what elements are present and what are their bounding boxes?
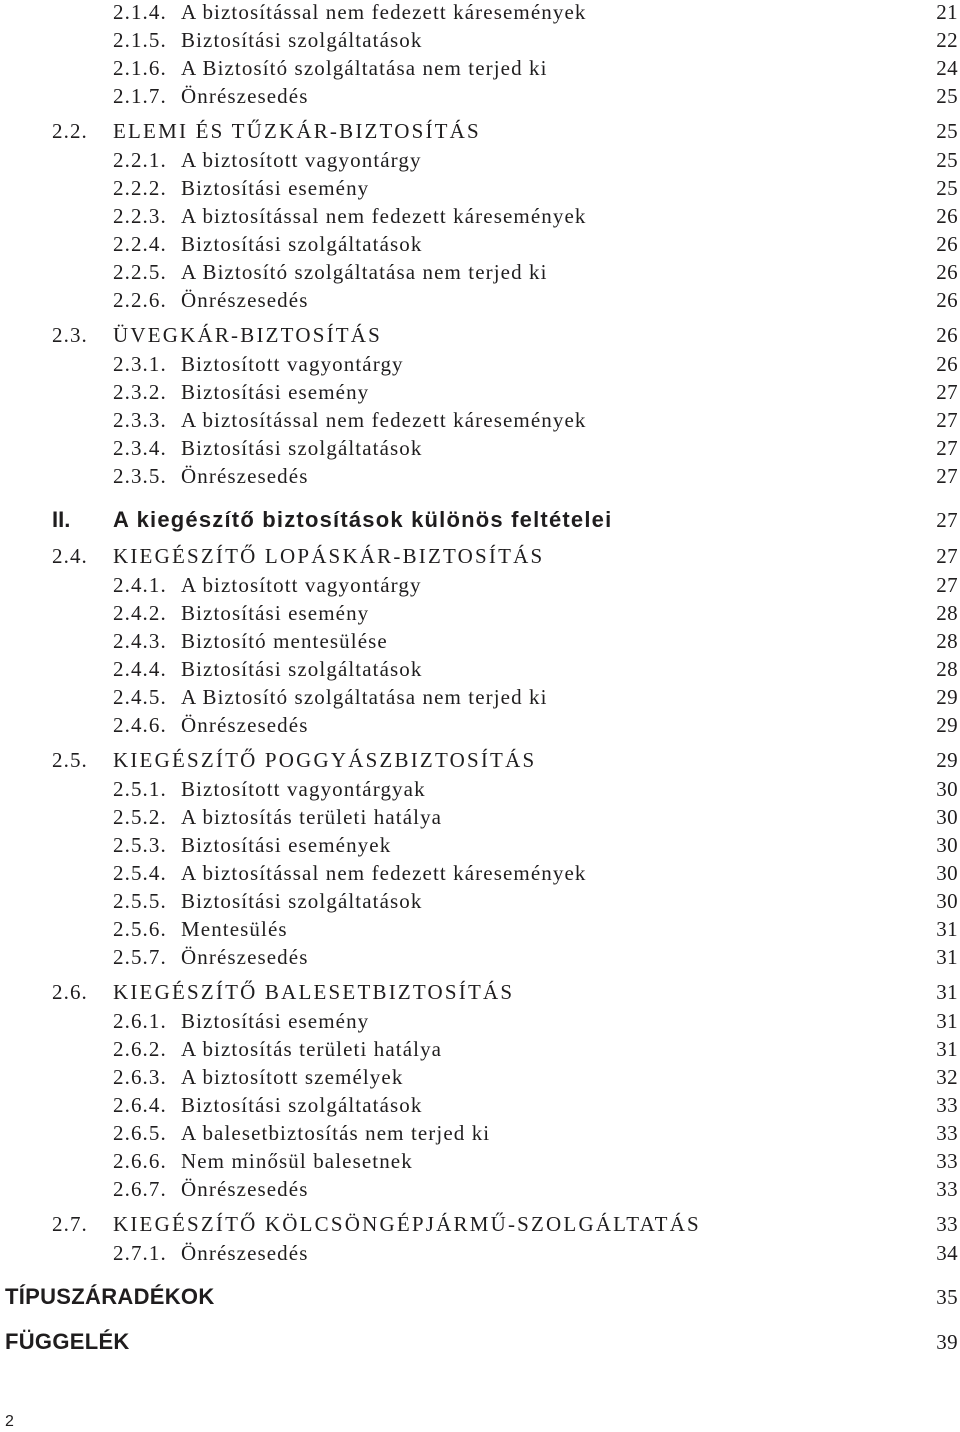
entry-page-number: 28	[936, 629, 958, 653]
entry-title: A biztosítással nem fedezett káresemények	[181, 0, 587, 24]
entry-page-number: 33	[936, 1212, 958, 1236]
toc-subsection	[0, 146, 960, 174]
entry-number: 2.1.4.	[113, 0, 167, 24]
entry-page-number: 31	[936, 917, 958, 941]
entry-number: 2.5.2.	[113, 805, 167, 829]
entry-title: Mentesülés	[181, 917, 288, 941]
entry-page-number: 21	[936, 0, 958, 24]
entry-title: Biztosítási szolgáltatások	[181, 436, 423, 460]
entry-page-number: 28	[936, 657, 958, 681]
toc-subsection	[0, 434, 960, 462]
entry-page-number: 31	[936, 1009, 958, 1033]
toc-section-heading	[0, 542, 960, 571]
toc-subsection	[0, 943, 960, 971]
toc-subsection	[0, 775, 960, 803]
toc-subsection	[0, 711, 960, 739]
entry-number: 2.2.5.	[113, 260, 167, 284]
toc-subsection	[0, 0, 960, 26]
entry-title: A biztosítással nem fedezett káresemények	[181, 861, 587, 885]
toc-subsection	[0, 286, 960, 314]
entry-number: 2.6.6.	[113, 1149, 167, 1173]
toc-subsection	[0, 1147, 960, 1175]
entry-title: KIEGÉSZÍTŐ KÖLCSÖNGÉPJÁRMŰ-SZOLGÁLTATÁS	[113, 1212, 701, 1236]
entry-number: 2.4.5.	[113, 685, 167, 709]
entry-page-number: 30	[936, 805, 958, 829]
toc-part-heading	[0, 505, 960, 535]
entry-title: ÜVEGKÁR-BIZTOSÍTÁS	[113, 323, 383, 347]
entry-page-number: 25	[936, 84, 958, 108]
entry-title: FÜGGELÉK	[5, 1329, 130, 1354]
entry-page-number: 25	[936, 148, 958, 172]
entry-page-number: 27	[936, 508, 958, 532]
entry-number: 2.7.1.	[113, 1241, 167, 1265]
toc-subsection	[0, 1063, 960, 1091]
toc-subsection	[0, 887, 960, 915]
entry-title: TÍPUSZÁRADÉKOK	[5, 1284, 215, 1309]
toc-subsection	[0, 831, 960, 859]
entry-page-number: 30	[936, 861, 958, 885]
toc-subsection	[0, 859, 960, 887]
entry-title: Biztosítási szolgáltatások	[181, 28, 423, 52]
toc-subsection	[0, 258, 960, 286]
toc-subsection	[0, 1175, 960, 1203]
entry-title: Biztosított vagyontárgy	[181, 352, 404, 376]
entry-title: Önrészesedés	[181, 945, 309, 969]
entry-title: Biztosító mentesülése	[181, 629, 388, 653]
entry-title: A Biztosító szolgáltatása nem terjed ki	[181, 56, 548, 80]
toc-subsection	[0, 26, 960, 54]
toc-subsection	[0, 627, 960, 655]
entry-number: 2.7.	[52, 1212, 88, 1236]
entry-number: 2.3.3.	[113, 408, 167, 432]
entry-title: Biztosítási esemény	[181, 1009, 370, 1033]
entry-page-number: 26	[936, 232, 958, 256]
entry-number: 2.5.	[52, 748, 88, 772]
entry-title: Biztosítási szolgáltatások	[181, 889, 423, 913]
page-number: 2	[5, 1413, 14, 1430]
entry-number: 2.3.4.	[113, 436, 167, 460]
entry-page-number: 27	[936, 573, 958, 597]
entry-number: 2.6.1.	[113, 1009, 167, 1033]
entry-number: 2.3.1.	[113, 352, 167, 376]
toc-subsection	[0, 202, 960, 230]
toc-subsection	[0, 350, 960, 378]
entry-number: 2.6.4.	[113, 1093, 167, 1117]
entry-page-number: 26	[936, 352, 958, 376]
toc-chapter-heading	[0, 1327, 960, 1357]
entry-number: 2.6.3.	[113, 1065, 167, 1089]
toc-subsection	[0, 1119, 960, 1147]
entry-number: 2.6.	[52, 980, 88, 1004]
entry-number: 2.1.6.	[113, 56, 167, 80]
entry-page-number: 28	[936, 601, 958, 625]
entry-title: Nem minősül balesetnek	[181, 1149, 413, 1173]
entry-page-number: 26	[936, 323, 958, 347]
entry-page-number: 31	[936, 980, 958, 1004]
entry-title: Biztosítási események	[181, 833, 392, 857]
entry-title: A biztosítással nem fedezett káresemények	[181, 408, 587, 432]
entry-page-number: 30	[936, 833, 958, 857]
entry-page-number: 27	[936, 380, 958, 404]
entry-title: Biztosítási szolgáltatások	[181, 1093, 423, 1117]
entry-number: 2.4.6.	[113, 713, 167, 737]
entry-title: A biztosítással nem fedezett káresemények	[181, 204, 587, 228]
toc-subsection	[0, 1035, 960, 1063]
entry-title: Biztosítási esemény	[181, 176, 370, 200]
entry-title: Biztosítási esemény	[181, 380, 370, 404]
entry-number: 2.4.1.	[113, 573, 167, 597]
toc-subsection	[0, 82, 960, 110]
toc-subsection	[0, 803, 960, 831]
entry-number: 2.2.2.	[113, 176, 167, 200]
entry-title: Önrészesedés	[181, 1177, 309, 1201]
entry-number: 2.5.7.	[113, 945, 167, 969]
entry-page-number: 27	[936, 544, 958, 568]
entry-number: 2.6.2.	[113, 1037, 167, 1061]
entry-page-number: 30	[936, 777, 958, 801]
toc-subsection	[0, 230, 960, 258]
entry-title: A Biztosító szolgáltatása nem terjed ki	[181, 685, 548, 709]
entry-page-number: 27	[936, 408, 958, 432]
entry-number: 2.6.7.	[113, 1177, 167, 1201]
toc-chapter-heading	[0, 1282, 960, 1312]
entry-page-number: 29	[936, 713, 958, 737]
entry-page-number: 26	[936, 204, 958, 228]
entry-page-number: 35	[936, 1285, 958, 1309]
entry-page-number: 32	[936, 1065, 958, 1089]
toc-subsection	[0, 1007, 960, 1035]
entry-title: Önrészesedés	[181, 288, 309, 312]
toc-subsection	[0, 406, 960, 434]
entry-title: Önrészesedés	[181, 1241, 309, 1265]
entry-title: A biztosítás területi hatálya	[181, 805, 443, 829]
entry-title: A biztosított vagyontárgy	[181, 148, 422, 172]
entry-page-number: 33	[936, 1149, 958, 1173]
entry-title: Biztosítási esemény	[181, 601, 370, 625]
toc-subsection	[0, 655, 960, 683]
entry-page-number: 24	[936, 56, 958, 80]
entry-title: Önrészesedés	[181, 84, 309, 108]
toc-subsection	[0, 174, 960, 202]
entry-number: 2.4.4.	[113, 657, 167, 681]
entry-page-number: 22	[936, 28, 958, 52]
entry-title: ELEMI ÉS TŰZKÁR-BIZTOSÍTÁS	[113, 119, 481, 143]
entry-page-number: 29	[936, 685, 958, 709]
entry-number: 2.1.7.	[113, 84, 167, 108]
entry-title: Biztosítási szolgáltatások	[181, 657, 423, 681]
entry-page-number: 25	[936, 176, 958, 200]
toc-subsection	[0, 1091, 960, 1119]
entry-number: 2.5.5.	[113, 889, 167, 913]
entry-number: 2.3.5.	[113, 464, 167, 488]
entry-page-number: 34	[936, 1241, 958, 1265]
entry-number: 2.3.2.	[113, 380, 167, 404]
entry-number: 2.4.3.	[113, 629, 167, 653]
entry-page-number: 27	[936, 464, 958, 488]
entry-title: A biztosított vagyontárgy	[181, 573, 422, 597]
toc-subsection	[0, 571, 960, 599]
entry-page-number: 33	[936, 1093, 958, 1117]
entry-title: A kiegészítő biztosítások különös feltételei	[113, 507, 613, 532]
entry-number: 2.5.1.	[113, 777, 167, 801]
entry-title: Önrészesedés	[181, 464, 309, 488]
entry-number: 2.4.	[52, 544, 88, 568]
entry-title: KIEGÉSZÍTŐ LOPÁSKÁR-BIZTOSÍTÁS	[113, 544, 545, 568]
entry-title: A Biztosító szolgáltatása nem terjed ki	[181, 260, 548, 284]
toc-section-heading	[0, 746, 960, 775]
entry-number: 2.5.6.	[113, 917, 167, 941]
toc-section-heading	[0, 117, 960, 146]
entry-page-number: 31	[936, 945, 958, 969]
entry-title: KIEGÉSZÍTŐ POGGYÁSZBIZTOSÍTÁS	[113, 748, 537, 772]
entry-number: 2.3.	[52, 323, 88, 347]
entry-page-number: 26	[936, 288, 958, 312]
entry-number: 2.4.2.	[113, 601, 167, 625]
entry-number: 2.2.6.	[113, 288, 167, 312]
toc-section-heading	[0, 978, 960, 1007]
entry-page-number: 33	[936, 1177, 958, 1201]
entry-title: KIEGÉSZÍTŐ BALESETBIZTOSÍTÁS	[113, 980, 515, 1004]
toc-subsection	[0, 54, 960, 82]
entry-number: 2.2.4.	[113, 232, 167, 256]
toc-subsection	[0, 462, 960, 490]
entry-page-number: 33	[936, 1121, 958, 1145]
entry-page-number: 30	[936, 889, 958, 913]
entry-title: Önrészesedés	[181, 713, 309, 737]
entry-page-number: 29	[936, 748, 958, 772]
toc-subsection	[0, 915, 960, 943]
toc-subsection	[0, 1239, 960, 1267]
entry-title: A biztosított személyek	[181, 1065, 404, 1089]
entry-title: A balesetbiztosítás nem terjed ki	[181, 1121, 491, 1145]
entry-page-number: 25	[936, 119, 958, 143]
entry-number: 2.2.1.	[113, 148, 167, 172]
toc-subsection	[0, 599, 960, 627]
entry-page-number: 26	[936, 260, 958, 284]
toc-subsection	[0, 378, 960, 406]
entry-number: 2.5.3.	[113, 833, 167, 857]
entry-number: II.	[52, 507, 71, 532]
entry-number: 2.2.3.	[113, 204, 167, 228]
toc-section-heading	[0, 1210, 960, 1239]
entry-title: Biztosított vagyontárgyak	[181, 777, 426, 801]
entry-number: 2.5.4.	[113, 861, 167, 885]
entry-title: Biztosítási szolgáltatások	[181, 232, 423, 256]
toc-subsection	[0, 683, 960, 711]
entry-page-number: 31	[936, 1037, 958, 1061]
entry-number: 2.2.	[52, 119, 88, 143]
entry-number: 2.1.5.	[113, 28, 167, 52]
entry-title: A biztosítás területi hatálya	[181, 1037, 443, 1061]
toc-section-heading	[0, 321, 960, 350]
entry-page-number: 27	[936, 436, 958, 460]
entry-number: 2.6.5.	[113, 1121, 167, 1145]
entry-page-number: 39	[936, 1330, 958, 1354]
